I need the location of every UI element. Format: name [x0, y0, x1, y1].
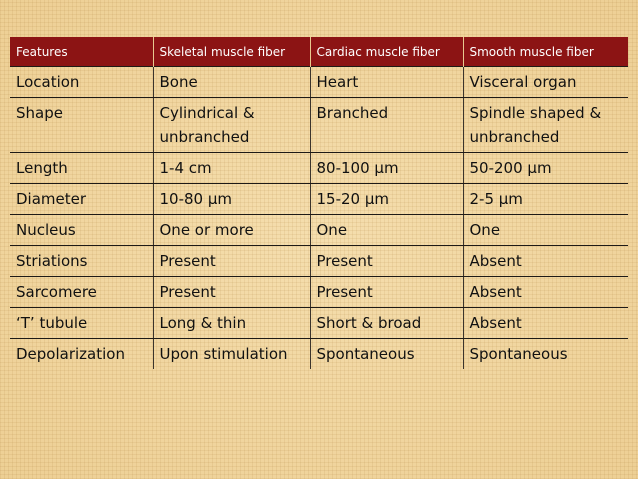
table-row — [10, 184, 628, 215]
table-header — [10, 37, 628, 67]
smooth-cell: One — [463, 215, 628, 246]
table-body — [10, 67, 628, 370]
header-features: Features — [10, 37, 153, 67]
table-row — [10, 153, 628, 184]
skeletal-cell: One or more — [153, 215, 310, 246]
smooth-cell: Spindle shaped & unbranched — [463, 98, 628, 153]
cardiac-cell: Present — [310, 277, 463, 308]
smooth-cell: Absent — [463, 246, 628, 277]
skeletal-cell: Present — [153, 246, 310, 277]
smooth-cell: Absent — [463, 277, 628, 308]
cardiac-cell: One — [310, 215, 463, 246]
smooth-cell: Spontaneous — [463, 339, 628, 370]
smooth-cell: Visceral organ — [463, 67, 628, 98]
cardiac-cell: Branched — [310, 98, 463, 153]
muscle-fiber-comparison-table — [10, 37, 628, 369]
cardiac-cell: 15-20 µm — [310, 184, 463, 215]
row-feature: Diameter — [10, 184, 153, 215]
table-row — [10, 246, 628, 277]
table-row — [10, 67, 628, 98]
row-feature: ‘T’ tubule — [10, 308, 153, 339]
table-row — [10, 215, 628, 246]
cardiac-cell: Short & broad — [310, 308, 463, 339]
cardiac-cell: Present — [310, 246, 463, 277]
cardiac-cell: Heart — [310, 67, 463, 98]
row-feature: Shape — [10, 98, 153, 153]
skeletal-cell: 1-4 cm — [153, 153, 310, 184]
skeletal-cell: Upon stimulation — [153, 339, 310, 370]
skeletal-cell: Present — [153, 277, 310, 308]
header-row — [10, 37, 628, 67]
header-skeletal: Skeletal muscle fiber — [153, 37, 310, 67]
row-feature: Sarcomere — [10, 277, 153, 308]
row-feature: Length — [10, 153, 153, 184]
row-feature: Location — [10, 67, 153, 98]
header-cardiac: Cardiac muscle fiber — [310, 37, 463, 67]
row-feature: Striations — [10, 246, 153, 277]
skeletal-cell: 10-80 µm — [153, 184, 310, 215]
skeletal-cell: Cylindrical & unbranched — [153, 98, 310, 153]
skeletal-cell: Long & thin — [153, 308, 310, 339]
row-feature: Nucleus — [10, 215, 153, 246]
smooth-cell: Absent — [463, 308, 628, 339]
skeletal-cell: Bone — [153, 67, 310, 98]
header-smooth: Smooth muscle fiber — [463, 37, 628, 67]
row-feature: Depolarization — [16, 345, 125, 363]
smooth-cell: 2-5 µm — [463, 184, 628, 215]
smooth-cell: 50-200 µm — [463, 153, 628, 184]
table-row — [10, 277, 628, 308]
cardiac-cell: Spontaneous — [310, 339, 463, 370]
table-row — [10, 339, 628, 370]
table-row — [10, 308, 628, 339]
cardiac-cell: 80-100 µm — [310, 153, 463, 184]
table-row — [10, 98, 628, 153]
